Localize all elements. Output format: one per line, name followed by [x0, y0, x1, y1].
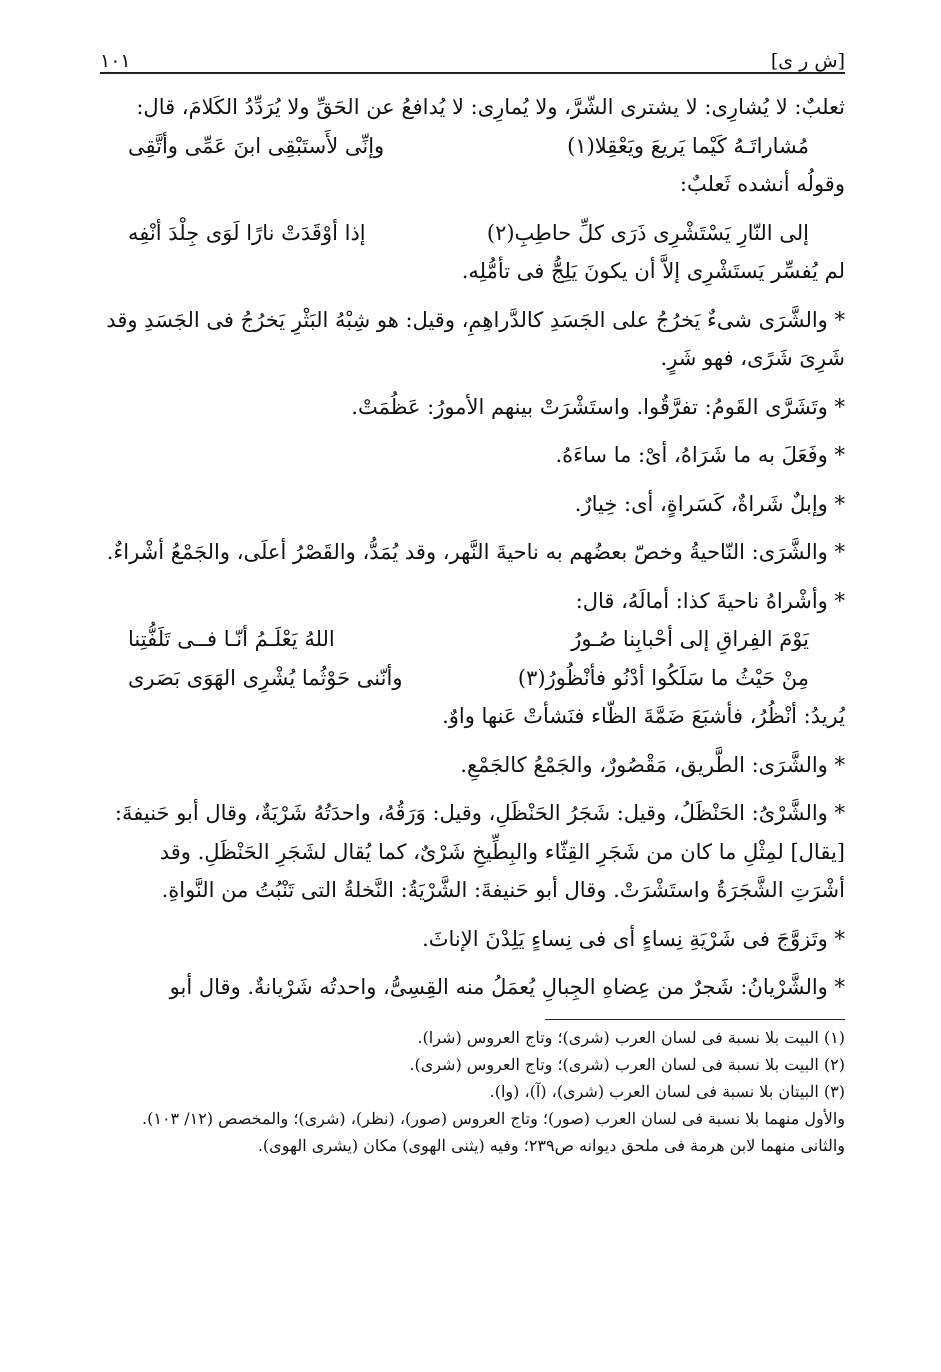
paragraph: ثعلبٌ: لا يُشارِى: لا يشترى الشّرَّ، ولا يُمارِى: لا يُدافعُ عن الحَقِّ ولا يُرَدِّدُ الكَلامَ، قال: — [136, 95, 845, 119]
spacer — [100, 572, 845, 582]
spacer — [100, 204, 845, 214]
paragraph: * وإبلٌ شَراةٌ، كَسَراةٍ، أى: خِيارٌ. — [574, 491, 845, 516]
spacer — [100, 475, 845, 485]
paragraph: * والشَّرْيانُ: شَجرٌ من عِضاهِ الجِبالِ يُعمَلُ منه القِسِىُّ، واحدتُه شَرْيانةٌ. وقال أبو — [169, 975, 845, 999]
spacer — [100, 784, 845, 794]
verse-first-hemistich: إذا أوْقَدَتْ نارًا لَوَى جِلْدَ أنْفِه — [128, 220, 366, 245]
page-header — [100, 38, 845, 74]
footnote: والأول منهما بلا نسبة فى لسان العرب (صور)؛ وتاج العروس (صور)، (نظر)، (شرى)؛ والمخصص (١٢/ ١٠٣). والثانى منهما لابن هرمة فى ملحق ديوانه ص٢٣٩؛ وفيه (يثنى الهوى) مكان (يشرى الهوى). — [142, 1108, 845, 1155]
spacer — [100, 426, 845, 436]
paragraph: * والشَّرَى: الطَّريق، مَقْصُورٌ، والجَمْعُ كالجَمْعِ. — [460, 752, 845, 777]
paragraph: لم يُفسِّر يَستَشْرِى إلاَّ أن يكونَ يَلِجُّ فى تأمُّلِه. — [461, 259, 845, 283]
spacer — [100, 736, 845, 746]
spacer — [100, 378, 845, 388]
paragraph: * والشَّرَى: النّاحيةُ وخصّ بعضُهم به ناحيةَ النَّهر، وقد يُمَدُّ، والقَصْرُ أعلَى، والجَمْعُ أشْراءٌ. — [106, 540, 845, 564]
footnotes — [100, 1024, 845, 1159]
spacer — [100, 291, 845, 301]
verse-line — [100, 659, 845, 698]
verse-line — [100, 620, 845, 659]
verse-second-hemistich: مِنْ حَيْثُ ما سَلَكُوا أدْنُو فأنْظُورُ(٣) — [517, 665, 809, 690]
verse-line — [100, 214, 845, 253]
paragraph: * وأشْراهُ ناحيةَ كذا: أمالَهُ، قال: — [575, 588, 845, 613]
section-root-label: [ش ر ى] — [770, 50, 845, 72]
spacer — [100, 910, 845, 920]
footnote-separator — [545, 1019, 845, 1020]
paragraph: يُريدُ: أنْظُرُ، فأشبَعَ ضَمَّةَ الظّاء فنَشأتْ عَنها واوٌ. — [442, 704, 845, 728]
main-text — [100, 88, 845, 1007]
footnote: (٢) البيت بلا نسبة فى لسان العرب (شرى)؛ وتاج العروس (شرى). — [409, 1054, 845, 1074]
paragraph: * وفَعَلَ به ما شَرَاهُ، أىْ: ما ساءَهُ. — [555, 443, 845, 467]
verse-first-hemistich: وأنّنى حَوْثُما يُشْرِى الهَوَى بَصَرى — [128, 665, 403, 690]
verse-second-hemistich: مُشاراتَـهُ كَيْما يَريعَ ويَعْقِلا(١) — [567, 133, 809, 158]
paragraph: * والشَّرَى شىءٌ يَخرُجُ على الجَسَدِ كالدَّراهِمِ، وقيل: هو شِبْهُ البَثْرِ يَخرُجُ فى الجَسَدِ وقد شَرِىَ شَرًى، فهو شَرٍ. — [106, 307, 845, 370]
verse-first-hemistich: وإنِّى لأَستَبْقِى ابنَ عَمِّى وأتَّقِى — [128, 133, 385, 158]
verse-second-hemistich: إلى النّارِ يَسْتَشْرِى ذَرَى كلِّ حاطِبِ(٢) — [486, 220, 809, 245]
verse-first-hemistich: اللهُ يَعْلَـمُ أنّـا فــى تَلَفُّتِنا — [128, 627, 335, 651]
page-number: ١٠١ — [100, 50, 131, 72]
spacer — [100, 523, 845, 533]
paragraph: وقولُه أنشده ثَعلبٌ: — [679, 172, 845, 196]
paragraph: * والشَّرْىُ: الحَنْظَلُ، وقيل: شَجَرُ الحَنْظَلِ، وقيل: وَرَقُهُ، واحدَتُهُ شَرْيَةٌ، وقال أبو حَنيفةَ: [يقال] لمِثْلِ ما كان من شَجَرِ القِثّاء والبِطِّيخِ شَرْىٌ، كما يُقال لشَجَرِ الحَنْظَلِ. وقد أشْرَتِ الشَّجَرَةُ واستَشْرَتْ. وقال أبو حَنيفةَ: الشَّرْيَةُ: النَّخلةُ التى تَنْبُتُ من النَّواةِ. — [114, 801, 845, 902]
paragraph: * وتَشَرَّى القَومُ: تفرَّقُوا. واستَشْرَتْ بينهم الأمورُ: عَظُمَتْ. — [351, 394, 845, 419]
footnote: (١) البيت بلا نسبة فى لسان العرب (شرى)؛ وتاج العروس (شرا). — [417, 1027, 845, 1047]
paragraph: * وتَزوَّجَ فى شَرْيَةِ نِساءٍ أى فى نِساءٍ يَلِدْنَ الإناثَ. — [422, 926, 845, 951]
spacer — [100, 958, 845, 968]
verse-second-hemistich: يَوْمَ الفِراقِ إلى أحْبابِنا صُـورُ — [571, 627, 809, 651]
verse-line — [100, 127, 845, 166]
footnote: (٣) البيتان بلا نسبة فى لسان العرب (شرى)، (آ)، (وا). — [489, 1081, 845, 1101]
